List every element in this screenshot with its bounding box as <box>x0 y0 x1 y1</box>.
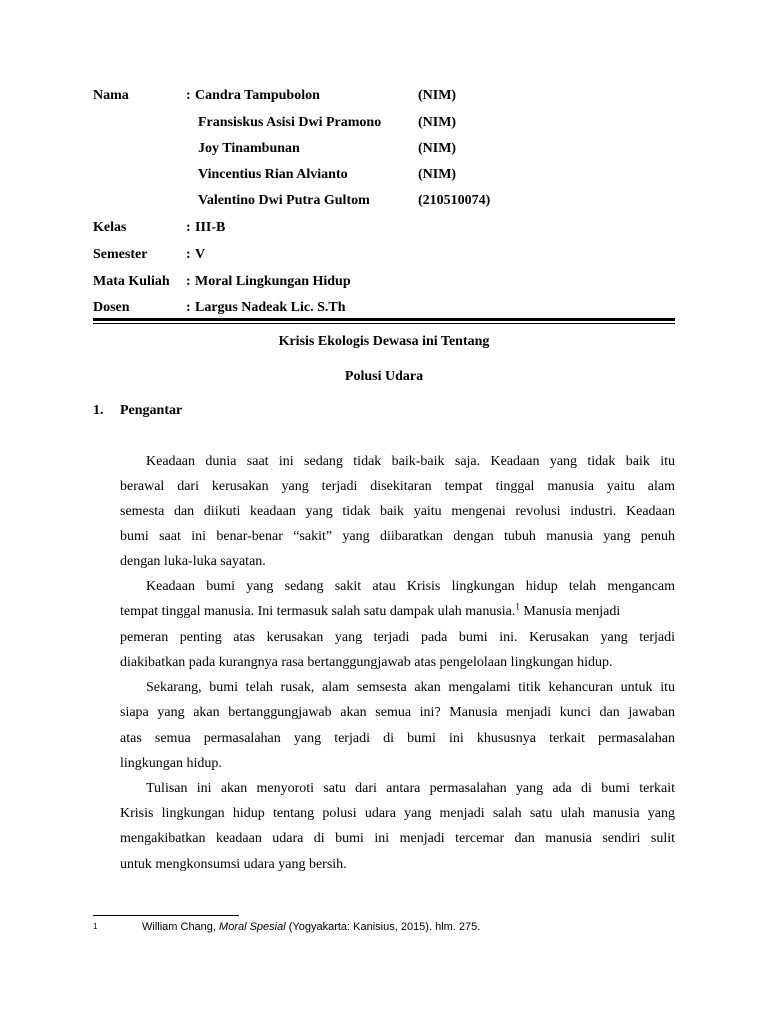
paragraph-line: siapa yang akan bertanggungjawab akan semua ini? Manusia menjadi kunci dan jawaban <box>120 705 675 720</box>
dosen-colon: : <box>186 300 191 315</box>
semester-label: Semester <box>93 247 148 262</box>
paragraph-line: dengan luka-luka sayatan. <box>120 554 266 569</box>
member-nim: (NIM) <box>418 141 457 156</box>
dosen-value: Largus Nadeak Lic. S.Th <box>195 300 346 315</box>
matakuliah-label: Mata Kuliah <box>93 274 170 289</box>
paragraph-line: berawal dari kerusakan yang terjadi disekitaran tempat tinggal manusia yaitu alam <box>120 479 675 494</box>
footnote-publication: (Yogyakarta: Kanisius, 2015). hlm. 275. <box>285 921 481 933</box>
paragraph-text: tempat tinggal manusia. Ini termasuk salah satu dampak ulah manusia. <box>120 604 516 619</box>
document-title-line2: Polusi Udara <box>344 369 424 384</box>
kelas-value: III-B <box>195 220 226 235</box>
section-number: 1. <box>93 403 104 418</box>
paragraph-line: Keadaan bumi yang sedang sakit atau Krisis lingkungan hidup telah mengancam <box>146 579 675 594</box>
kelas-label: Kelas <box>93 220 127 235</box>
member-name: Candra Tampubolon <box>195 88 320 103</box>
dosen-label: Dosen <box>93 300 130 315</box>
member-nim: (210510074) <box>418 193 491 208</box>
paragraph-line: semesta dan diikuti keadaan yang tidak baik yaitu mengenai revolusi industri. Keadaan <box>120 504 675 519</box>
footnote-ref[interactable]: 1 <box>515 601 520 612</box>
paragraph-line: atas semua permasalahan yang terjadi di bumi ini khususnya terkait permasalahan <box>120 731 675 746</box>
matakuliah-value: Moral Lingkungan Hidup <box>195 274 351 289</box>
matakuliah-colon: : <box>186 274 191 289</box>
section-heading: Pengantar <box>120 403 183 418</box>
member-name: Valentino Dwi Putra Gultom <box>198 193 370 208</box>
header-rule-thick <box>93 318 675 321</box>
footnote-separator <box>93 915 239 916</box>
nama-colon: : <box>186 88 191 103</box>
paragraph-line: bumi saat ini benar-benar “sakit” yang diibaratkan dengan tubuh manusia yang penuh <box>120 529 675 544</box>
header-rule-thin <box>93 323 675 324</box>
paragraph-line: pemeran penting atas kerusakan yang terjadi pada bumi ini. Kerusakan yang terjadi <box>120 630 675 645</box>
semester-value: V <box>195 247 206 262</box>
paragraph-line: diakibatkan pada kurangnya rasa bertanggungjawab atas pengelolaan lingkungan hidup. <box>120 655 613 670</box>
member-name: Joy Tinambunan <box>198 141 300 156</box>
footnote-book-title: Moral Spesial <box>219 921 286 933</box>
semester-colon: : <box>186 247 191 262</box>
paragraph-line: mengakibatkan keadaan udara di bumi ini menjadi tercemar dan manusia sendiri sulit <box>120 831 675 846</box>
nama-label: Nama <box>93 88 129 103</box>
footnote-author: William Chang, <box>142 921 220 933</box>
member-nim: (NIM) <box>418 88 457 103</box>
paragraph-line: Sekarang, bumi telah rusak, alam semsesta akan mengalami titik kehancuran untuk itu <box>146 680 675 695</box>
paragraph-line: lingkungan hidup. <box>120 756 222 771</box>
paragraph-line: Krisis lingkungan hidup tentang polusi udara yang menjadi salah satu ulah manusia yang <box>120 806 675 821</box>
document-title-line1: Krisis Ekologis Dewasa ini Tentang <box>278 334 490 349</box>
paragraph-line-with-footnote <box>120 601 675 620</box>
footnote-text <box>142 921 480 933</box>
member-name: Vincentius Rian Alvianto <box>198 167 348 182</box>
paragraph-line: Keadaan dunia saat ini sedang tidak baik-baik saja. Keadaan yang tidak baik itu <box>146 454 675 469</box>
footnote-number: 1 <box>93 922 98 931</box>
kelas-colon: : <box>186 220 191 235</box>
paragraph-text: Manusia menjadi <box>519 604 621 619</box>
member-nim: (NIM) <box>418 167 457 182</box>
paragraph-line: untuk mengkonsumsi udara yang bersih. <box>120 857 347 872</box>
member-nim: (NIM) <box>418 115 457 130</box>
paragraph-line: Tulisan ini akan menyoroti satu dari antara permasalahan yang ada di bumi terkait <box>146 781 675 796</box>
member-name: Fransiskus Asisi Dwi Pramono <box>198 115 382 130</box>
